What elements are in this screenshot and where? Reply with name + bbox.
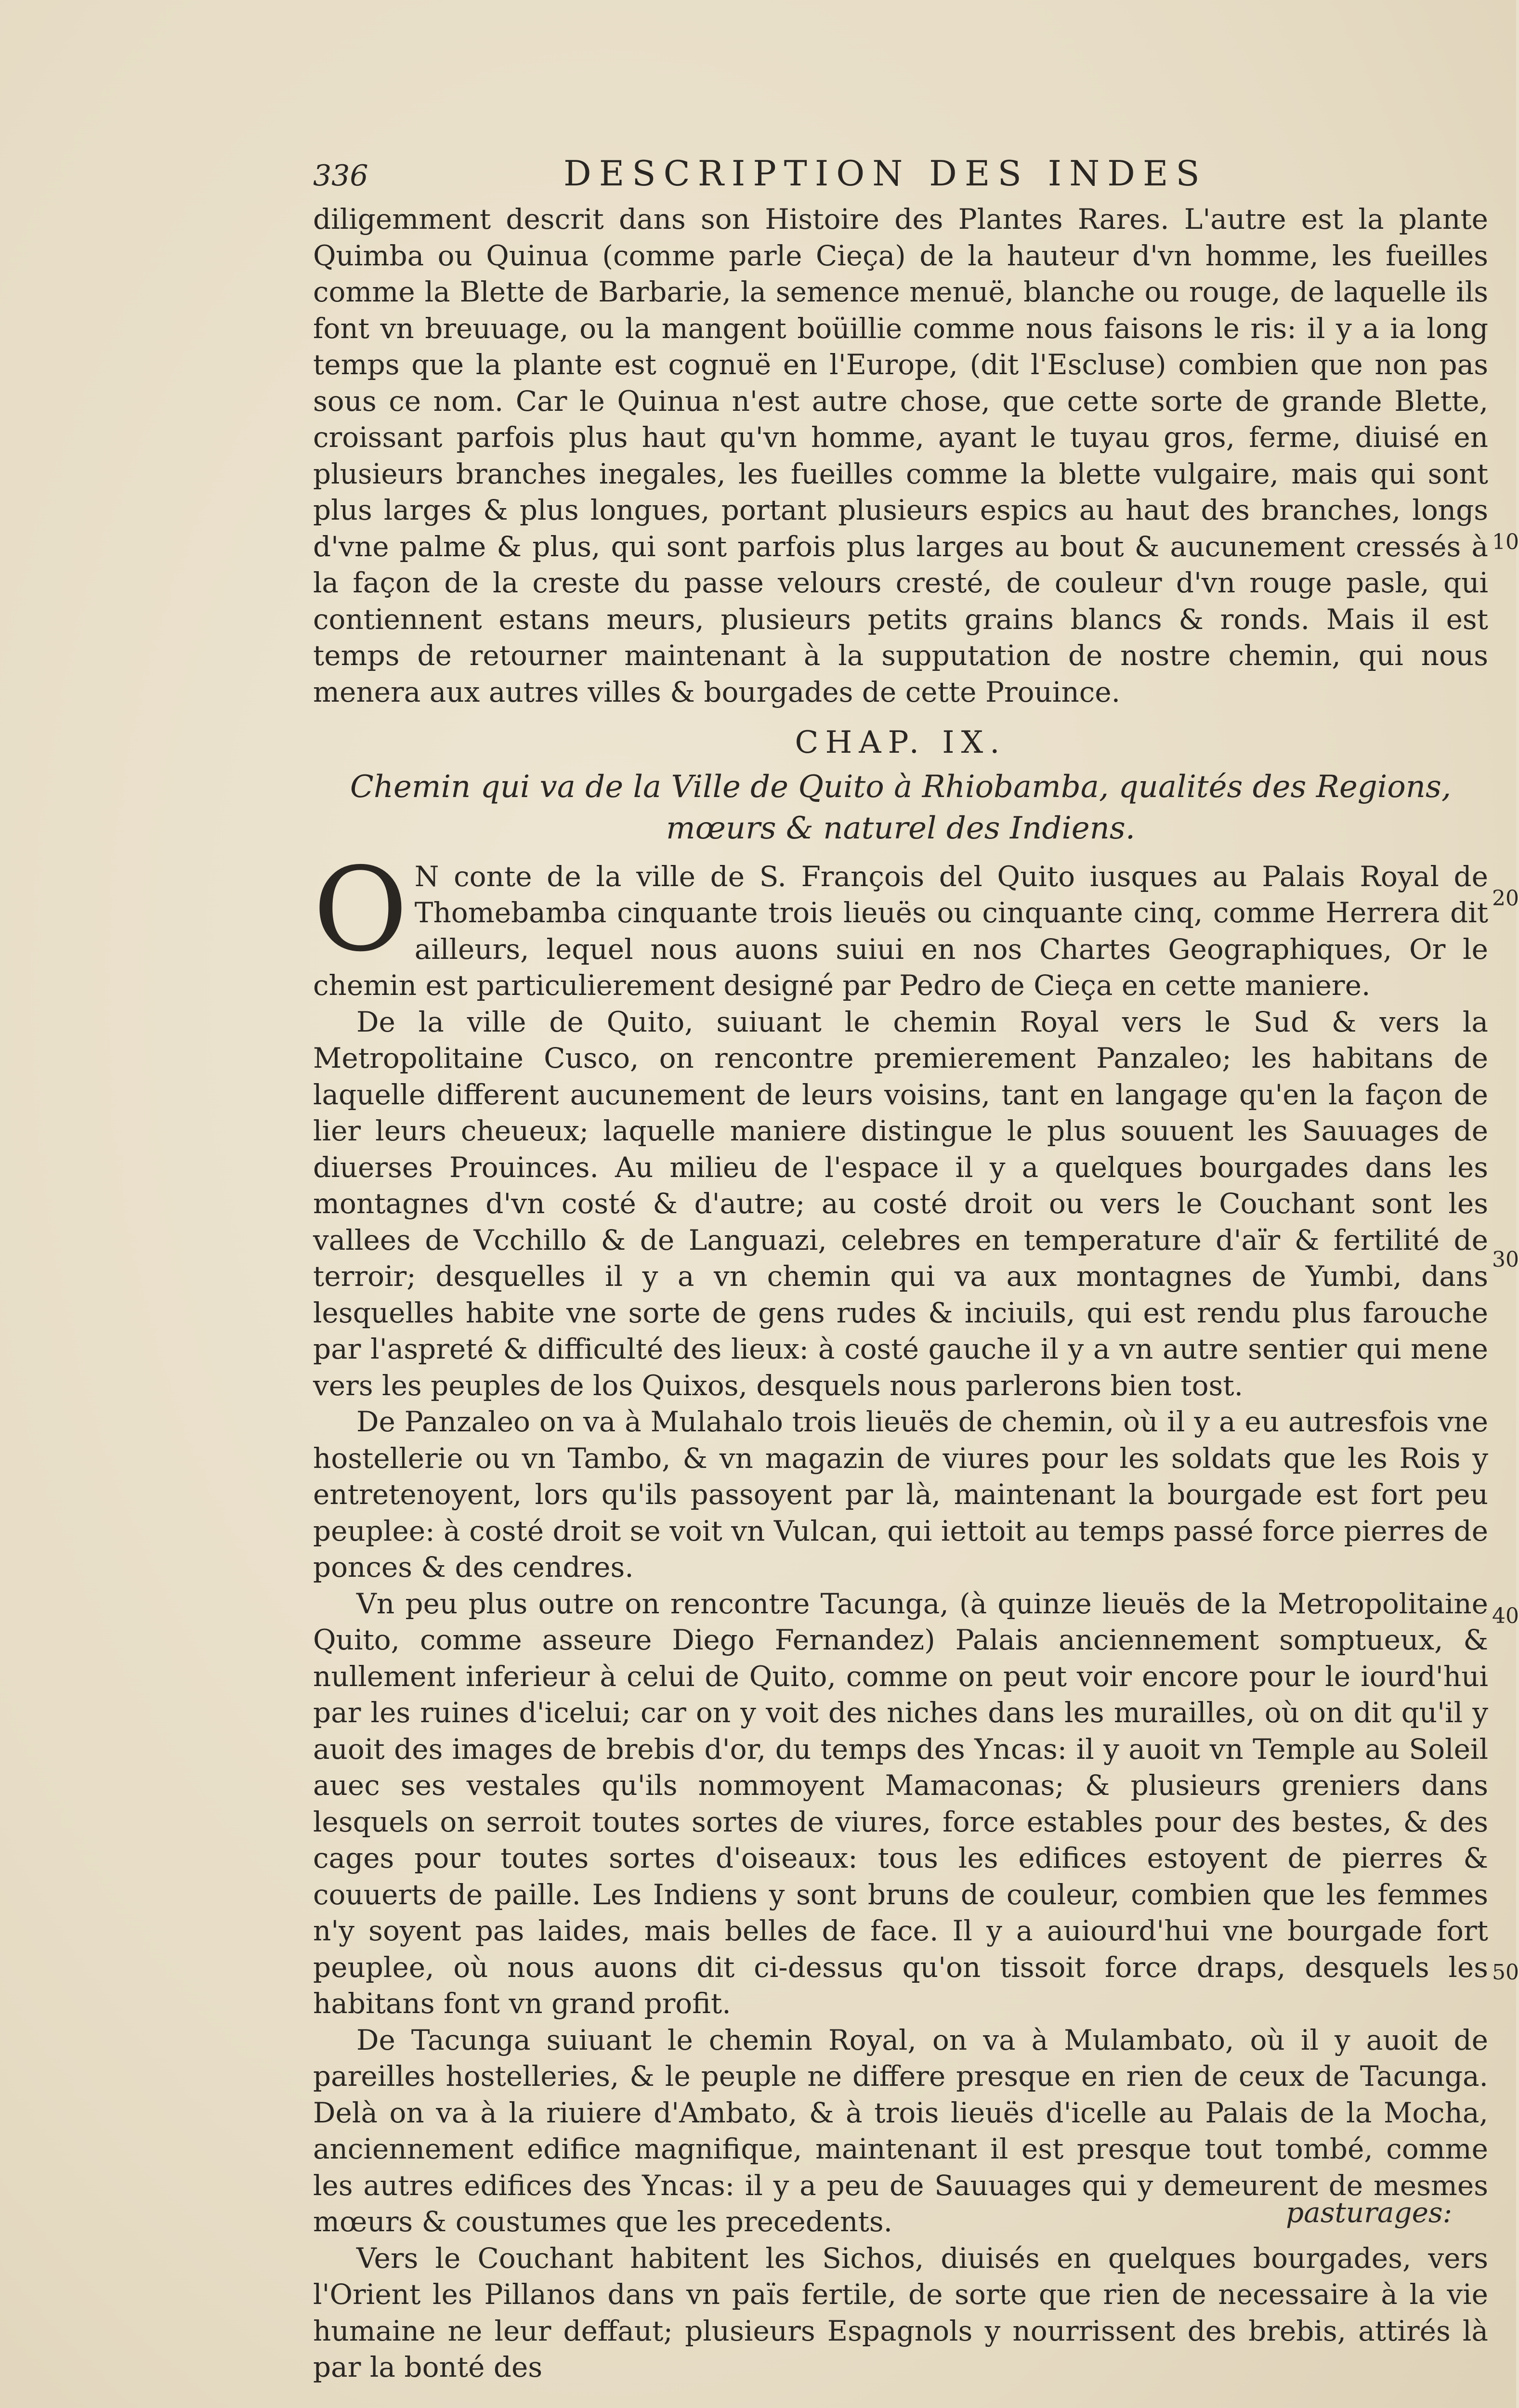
margin-number: 30 bbox=[1492, 1247, 1519, 1272]
chapter-title: Chemin qui va de la Ville de Quito à Rhiobamba, qualités des Regions, mœurs & naturel des Indiens. bbox=[350, 769, 1452, 846]
margin-number: 40 bbox=[1492, 1604, 1519, 1628]
running-title: DESCRIPTION DES INDES bbox=[563, 153, 1207, 194]
page-number: 336 bbox=[313, 159, 368, 193]
margin-number: 20 bbox=[1492, 886, 1519, 911]
paragraph: De la ville de Quito, suiuant le chemin Royal vers le Sud & vers la Metropolitaine Cusco, on rencontre premierement Panzaleo; les habitans de laquelle different aucunement de leurs voisins, tant en langage qu'en la façon de lier leurs cheueux; laquelle maniere distingue le plus souuent les Sauuages de diuerses Prouinces. Au milieu de l'espace il y a quelques bourgades dans les montagnes d'vn costé & d'autre; au costé droit ou vers le Couchant sont les vallees de Vcchillo & de Languazi, celebres en temperature d'aïr & fertilité de terroir; desquelles il y a vn chemin qui va aux montagnes de Yumbi, dans lesquelles habite vne sorte de gens rudes & inciuils, qui est rendu plus farouche par l'aspreté & difficulté des lieux: à costé gauche il y a vn autre sentier qui mene vers les peuples de los Quixos, desquels nous parlerons bien tost. bbox=[313, 1005, 1488, 1402]
paragraph: Vn peu plus outre on rencontre Tacunga, (à quinze lieuës de la Metropolitaine Quito, comme asseure Diego Fernandez) Palais anciennement somptueux, & nullement inferieur à celui de Quito, comme on peut voir encore pour le iourd'hui par les ruines d'icelui; car on y voit des niches dans les murailles, où on dit qu'il y auoit des images de brebis d'or, du temps des Yncas: il y auoit vn Temple au Soleil auec ses vestales qu'ils nommoyent Mamaconas; & plusieurs greniers dans lesquels on serroit toutes sortes de viures, force estables pour des bestes, & des cages pour toutes sortes d'oiseaux: tous les edifices estoyent de pierres & couuerts de paille. Les Indiens y sont bruns de couleur, combien que les femmes n'y soyent pas laides, mais belles de face. Il y a auiourd'hui vne bourgade fort peuplee, où nous auons dit ci-dessus qu'on tissoit force draps, desquels les habitans font vn grand profit. bbox=[313, 1587, 1488, 2020]
first-paragraph bbox=[313, 842, 1488, 1004]
paragraph: De Tacunga suiuant le chemin Royal, on va à Mulambato, où il y auoit de pareilles hostelleries, & le peuple ne differe presque en rien de ceux de Tacunga. Delà on va à la riuiere d'Ambato, & à trois lieuës d'icelle au Palais de la Mocha, anciennement edifice magnifique, maintenant il est presque tout tombé, comme les autres edifices des Yncas: il y a peu de Sauuages qui y demeurent de mesmes mœurs & coustumes que les precedents. bbox=[313, 2023, 1488, 2238]
paragraph-continued: diligemment descrit dans son Histoire des Plantes Rares. L'autre est la plante Quimba ou Quinua (comme parle Cieça) de la hauteur d'vn homme, les fueilles comme la Blette de Barbarie, la semence menuë, blanche ou rouge, de laquelle ils font vn breuuage, ou la mangent boüillie comme nous faisons le ris: il y a ia long temps que la plante est cognuë en l'Europe, (dit l'Escluse) combien que non pas sous ce nom. Car le Quinua n'est autre chose, que cette sorte de grande Blette, croissant parfois plus haut qu'vn homme, ayant le tuyau gros, ferme, diuisé en plusieurs branches inegales, les fueilles comme la blette vulgaire, mais qui sont plus larges & plus longues, portant plusieurs espics au haut des branches, longs d'vne palme & plus, qui sont parfois plus larges au bout & aucunement cressés à la façon de la creste du passe velours cresté, de couleur d'vn rouge pasle, qui contiennent estans meurs, plusieurs petits grains blancs & ronds. Mais il est temps de retourner maintenant à la supputation de nostre chemin, qui nous menera aux autres villes & bourgades de cette Prouince. bbox=[313, 203, 1488, 708]
first-paragraph-text: N conte de la ville de S. François del Quito iusques au Palais Royal de Thomebamba cinquante trois lieuës ou cinquante cinq, comme Herrera dit ailleurs, lequel nous auons suiui en nos Chartes Geographiques, Or le chemin est particulierement designé par Pedro de Cieça en cette maniere. bbox=[313, 860, 1488, 1002]
chapter-heading: CHAP. IX. bbox=[795, 725, 1007, 760]
page-header bbox=[313, 153, 1488, 201]
paragraph: De Panzaleo on va à Mulahalo trois lieuës de chemin, où il y a eu autresfois vne hostellerie ou vn Tambo, & vn magazin de viures pour les soldats que les Rois y entretenoyent, lors qu'ils passoyent par là, maintenant la bourgade est fort peu peuplee: à costé droit se voit vn Vulcan, qui iettoit au temps passé force pierres de ponces & des cendres. bbox=[313, 1405, 1488, 1584]
page-body bbox=[313, 201, 1488, 2386]
catchword: pasturages: bbox=[1286, 2196, 1453, 2229]
margin-number: 10 bbox=[1492, 530, 1519, 554]
drop-capital: O bbox=[313, 842, 408, 977]
margin-line-numbers bbox=[1492, 0, 1519, 2408]
margin-number: 50 bbox=[1492, 1960, 1519, 1985]
paragraph: Vers le Couchant habitent les Sichos, diuisés en quelques bourgades, vers l'Orient les Pillanos dans vn païs fertile, de sorte que rien de necessaire à la vie humaine ne leur deffaut; plusieurs Espagnols y nourrissent des brebis, attirés là par la bonté des bbox=[313, 2241, 1488, 2383]
